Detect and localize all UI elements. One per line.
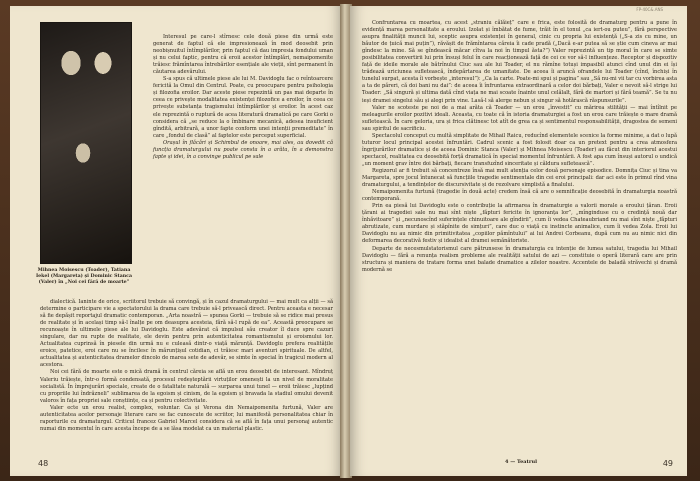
paragraph: dialectică. Ianinte de orice, scriitorul trebuie să convingă, și în cazul dramaturgului — mai mult ca alții — să determine o participare vie a spectatorului la drama care trebuie să-l privească direct. Pentru aceasta e necesar să fie depășit reportajul dramatic contemporan. „Arta noastră — spunea Gorki — trebuie să se ridice mai presus de realitate și în același timp să-l înalțe pe om deasupra acesteia, fără să-l rupă de ea”. Această preocupare se recunoaște în ultimele piese ale lui Davidoglu. Este adevărat că impulsul său creator îl duce spre cazuri singulare, dar nu rupte de realitate, ele devin pentru prin autenticitatea romantismului și eroismului lor. Actualitatea cuprinsă în piesele din urmă nu e culeasă dintr-o viață mărunță. Davidoglu prefera realitățile eroice, patetice, eroi care nu se încilesc în mărunțișul cotidian, ci trăiesc mari aventuri spirituale. De altfel, actualitatea și autenticitatea dramelor dincolo de marea sete de adevăr, se simte în special în tragicul modern al acestora. (40, 299, 333, 369)
photo-caption: Mihnea Moisescu (Toader), Tatiana Iekel (Margareta) și Dominic Stanca (Valer) în „Noi cei fără de moarte” (35, 268, 133, 286)
paragraph: Regizorul ar fi trebuit să concentreze însă mai mult atenția celor două personaje episodice. Domnița Ciuc și tina va Margareta, spre jocul întunecat să funcțiile tragedie sentimentale din cei eroi principali: dar aci este în primul rînd vina dramaturgului, a tendințelor de discursivitate și de rezolvare simplistă a finalului. (362, 167, 677, 189)
paragraph: Prin ea piesă lui Davidoglu este o contribuție la afirmarea în dramaturgie a valorii morale a eroului țăran. Eroii țărani ai tragediei sale nu mai sînt niște „făpturi fericite în ignoranța lor”, „mînginduse cu o credință nouă dar înhăvitoare” și „necunoscînd suferințele chinuitoare ale gîndirii”, cum îi vedea Chateaubriand nu mai sînt niște „făpturi abrutizate, cum murdare și stăpînite de simțuri”, care duc o viață cu instincte animalice, cum îi vedea Zola. Eroii lui Davidoglu nu au nimic din primitivitatea „copiilor pămîntului” ai lui Andrei Corbeanu, după cum nu au nimic nici din deformarea decorativă festiv și idealist al dramei semănătoriste. (362, 203, 677, 245)
paragraph: Valer ne scoteste pe noi de a mai arăta că Toader — un erou „învestit” cu mărirea stilității — mai întîlnit pe meleagurile eroilor pozitivi ideali. Aceasta, cu toate că în istoria dramaturgiei a fost un erou care trăiește o mare dramă sufletească. În care geloria, ura și frica clătinesc tot atît de grea ca și sentimentul responsabilității, dragostea de semeni sau spiritul de sacrificiu. (362, 104, 677, 132)
paragraph: Noi cei fără de moarte este o mică dramă în centrul căreia se află un erou deosebit de interesant. Mîndruț Valeriu trăiește, într-o formă condensată, procesul redeșteptării virtuților omenești la un nivel de moralitate socialistă. În împrejurări speciale, create de o fatalitate naturală — surparea unui tunel — eroii trăiesc „lupțind cu propriile lui îndrăzneli” sublimarea de la egoism și cinism, de la egoism și bravada la stadiul omului devenit valoros în fața propriei sale conștiințe, ca și pentru colectivitate. (40, 369, 333, 404)
running-footer: 4 — Teatrul (505, 458, 538, 465)
left-top-column (153, 34, 333, 161)
left-body-text (40, 299, 333, 433)
paragraph: Nemaipomenita furtună (tragedie în două acte) credem însă că are o semnificație deosebită în dramaturgia noastră contemporană. (362, 189, 677, 203)
paragraph: Valer ecte un erou realist, complex, voluntar. Ca și Verona din Nemaipomenita furtună, Valer are autenticitatea acelor personaje literare care se fac cunoscute de scriitor, lui manifestă personalitatea chiar în raporturile cu dramaturgul. Criticul francez Gabriel Marcel considera că se află în fața unui personaj autentic numai din momentul în care acesta începe de a se lăsa modelat ca un material plastic. (40, 404, 333, 432)
paragraph: Interesul pe care-l stîrnesc cele două piese din urmă este generat de faptul că ele impresionează în mod deosebit prin neobișnuitul întîmplărilor, prin faptul că dau impresia fondului uman și nu celui faptic, pentru că eroii acestor întîmplări, nemaipomenite trăiesc frămîntarea întrebărilor esențiale ale vieții, sînt permanent în căutarea adevărului. (153, 34, 333, 76)
right-body-text (362, 20, 677, 274)
paragraph: S-a spus că ultimele piese ale lui M. Davidoglu fac o reîntoarcere fericită la Omul din Centrul. Poate, cu preocupare pentru psihologia și filozofia eroilor. Dar aceste piese repezintă un pas mai departe în ceea ce privește modalitatea existenței filozofice a eroilor, în ceea ce privește substanța tragismului întîmplărilor și eroilor. În acest caz ele reprezintă o ruptură de acea literatură dramatică pe care Gorki o considera că „se reduce la o îmbinare mecanică, adesea insuficient gîndită, arbitrară, a unor fapte conform unei intenții premeditate” în care „fondul de clasă” al faptelor este perceput superficial. (153, 76, 333, 139)
paragraph: Departe de necesmulstatorismul care pătrunsese în dramaturgia cu intenție de lumea satului, tragedia lui Mihail Davidoglu — fără a renunța realism probleme ale realității satului de azi — constituie o operă literară care are prin structura și maniera de tratare forma unei balade dramatice a zilelor noastre. Accentele de baladă străvechi și dramă modernă se (362, 245, 677, 273)
right-page (350, 6, 687, 476)
production-photo (40, 22, 132, 264)
right-page-number: 49 (662, 458, 673, 468)
left-page (10, 6, 342, 476)
paragraph: Spectacolul conceput cu multă simplitate de Mihail Raicu, reducînd elementele scenice la forme minime, a dat o lupă tuturor locul principal acestei înfruntări. Cadrul scenic a fost folosit doar ca un pretext pentru a crea atmosfera îngrijurărilor dramatice și de aceea Dominic Stanca (Valer) și Mihnea Moisescu (Toader) au făcut din interiorul acestui spectacol, realitatea cu deosebită forță dramatică în special momentul înfruntării. A fost apa cum însuși autorul o undică „un moment grav între doi bărbați, fiecare transfuzînd sinceritate și căldura sufletească”. (362, 132, 677, 167)
left-page-number: 48 (38, 458, 49, 468)
paragraph: Confruntarea cu moartea, cu acest „straniu călăieț” care e frica, este folosită de dramaturg pentru a pune în evidență marea personalitate a eroului. Izolat și îmbătat de fume, trăit în el tonul „ca iert-ou puteu”, fără perspective asupra finalității muncii lui, sceptic asupra existenței în general, cinic cu propria lui existență („S-a zis cu mine, un băutor de țuică mai puțin”), răvășit de frămîntarea căreia îi cade pradă („Dacă e-ar putea să se știe cum cineva ar mai gîndesc la mine. Să se gîndească măcar cîtva la noi în timpul ăsta?”) Valer reprezintă un tip moral în care se simte posibilitatea convertirii lui prin însuși felul în care reacționează față de cei ce vor să-l influențeze. Receptor și dispozitiv față de ideile morale ale bătrînului Ciuc sau ale lui Toader, el nu rămîne totuși impasibil atunci cînd unul din ei își trădează uriciunea sufletească, îndepărtarea de umanitate. De aceea îi aruncă ofrandele lui Toader (cînd, închiși în tunelul surpat, acesta îi vorbește „interesul”): „Ca la carte. Poate-mi spui și pagina” sau „Să nu-mi vii tar cu vorbirea asta a ta de păreri, că doi bani nu dai”: de aceea îi înfruntarea extraordinară a celor doi bărbați, Valer e nevoit să-l strige lui Toader: „Să singură și ultima dată cînd viața ne mai scoate înainte unul celălalt, fără de martori și fără teamă”. Se tu nu ieși dramei singelui său și alegi prin vine. Lasă-l să alerge nebun și singur să hotărască răspunsurile”. (362, 20, 677, 104)
paragraph: Orașul în flăcări și Schimbul de onoare, mai ales, au dovedit că funcția dramaturgului nu poate consta în a arăta, în a demonstra fapte și idei, în a convinge publicul pe sale (153, 139, 333, 160)
library-stamp: FP-40C&.ANS (636, 7, 663, 12)
